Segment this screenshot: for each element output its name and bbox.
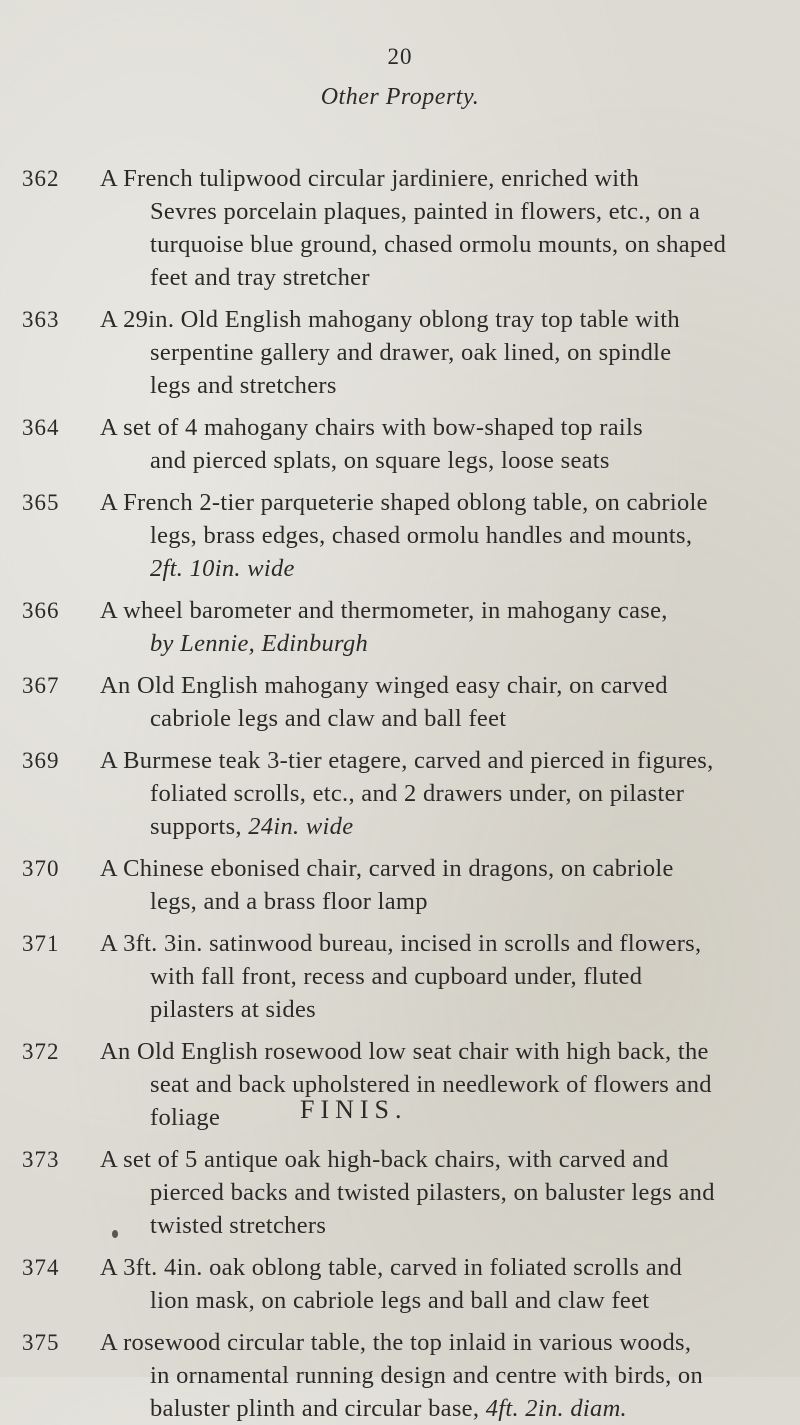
lot-description-line: An Old English rosewood low seat chair with high back, the (100, 1038, 709, 1065)
lot-description-line: A wheel barometer and thermometer, in mahogany case, (100, 597, 668, 624)
lot-number: 366 (22, 598, 60, 623)
lot-description-line: and pierced splats, on square legs, loose seats (150, 447, 610, 474)
lot-number: 372 (22, 1039, 60, 1064)
running-head: Other Property. (320, 84, 480, 110)
lot-description-line: A French tulipwood circular jardiniere, enriched with (100, 165, 640, 192)
lot-description-line: An Old English mahogany winged easy chair, on carved (100, 672, 668, 699)
lot-description-line: foliage (150, 1104, 221, 1131)
lot-description (100, 1035, 786, 1134)
lot-description-line: with fall front, recess and cupboard under, fluted (150, 963, 643, 990)
lot-number: 374 (22, 1255, 60, 1280)
lot-description (100, 303, 786, 402)
lot-description (100, 1326, 786, 1425)
lot-description-line: supports, 24in. wide (150, 813, 354, 840)
lot-number: 375 (22, 1330, 60, 1355)
lot-number: 365 (22, 490, 60, 515)
lot-number: 370 (22, 856, 60, 881)
lot-description-line: legs and stretchers (150, 372, 337, 399)
lot-description-line: Sevres porcelain plaques, painted in flowers, etc., on a (150, 198, 701, 225)
lot-description (100, 594, 786, 660)
lot-number: 367 (22, 673, 60, 698)
lot-description (100, 852, 786, 918)
lot-description-line (100, 627, 786, 660)
lot-description (100, 162, 786, 294)
lot-description-line: A set of 5 antique oak high-back chairs, with carved and (100, 1146, 669, 1173)
italic-phrase: 24in. wide (248, 813, 354, 840)
lot-number: 364 (22, 415, 60, 440)
lot-description-line: foliated scrolls, etc., and 2 drawers under, on pilaster (150, 780, 685, 807)
italic-phrase: 4ft. 2in. diam. (485, 1395, 627, 1422)
lot-description-line: A 3ft. 3in. satinwood bureau, incised in scrolls and flowers, (100, 930, 702, 957)
lot-description (100, 411, 786, 477)
lot-description (100, 1251, 786, 1317)
lot-description (100, 486, 786, 585)
lot-description (100, 744, 786, 843)
lot-description-line: lion mask, on cabriole legs and ball and claw feet (150, 1287, 650, 1314)
italic-phrase: by Lennie, Edinburgh (150, 630, 369, 657)
lot-description-line: A 3ft. 4in. oak oblong table, carved in foliated scrolls and (100, 1254, 683, 1281)
page-number: 20 (387, 44, 413, 69)
finis-heading: FINIS. (300, 1095, 408, 1124)
lot-description-line: A Chinese ebonised chair, carved in dragons, on cabriole (100, 855, 674, 882)
lot-number: 373 (22, 1147, 60, 1172)
lot-description (100, 927, 786, 1026)
lot-number: 363 (22, 307, 60, 332)
lot-description-line: pilasters at sides (150, 996, 316, 1023)
lot-description-line: turquoise blue ground, chased ormolu mounts, on shaped (150, 231, 727, 258)
lot-description-line: twisted stretchers (150, 1212, 327, 1239)
lot-description-line: feet and tray stretcher (150, 264, 370, 291)
lot-description-line: pierced backs and twisted pilasters, on baluster legs and (150, 1179, 715, 1206)
lot-description-line: legs, and a brass floor lamp (150, 888, 428, 915)
lot-description (100, 669, 786, 735)
paper-speck (112, 1230, 118, 1238)
lot-description-line: seat and back upholstered in needlework of flowers and (150, 1071, 712, 1098)
lot-description (100, 1143, 786, 1242)
lot-description-line: cabriole legs and claw and ball feet (150, 705, 507, 732)
lot-description-line: serpentine gallery and drawer, oak lined, on spindle (150, 339, 672, 366)
lot-description-line: A Burmese teak 3-tier etagere, carved and pierced in figures, (100, 747, 714, 774)
lot-description-line: A French 2-tier parqueterie shaped oblong table, on cabriole (100, 489, 708, 516)
lot-description-line: baluster plinth and circular base, 4ft. 2in. diam. (150, 1395, 627, 1422)
lot-description-line: A set of 4 mahogany chairs with bow-shaped top rails (100, 414, 643, 441)
lot-number: 371 (22, 931, 60, 956)
lot-description-line: in ornamental running design and centre with birds, on (150, 1362, 704, 1389)
lot-number: 369 (22, 748, 60, 773)
italic-phrase: 2ft. 10in. wide (150, 555, 295, 582)
lot-description-line (100, 552, 786, 585)
lot-description-line: legs, brass edges, chased ormolu handles and mounts, (150, 522, 693, 549)
lot-description-line: A 29in. Old English mahogany oblong tray top table with (100, 306, 680, 333)
lot-description-line: A rosewood circular table, the top inlaid in various woods, (100, 1329, 692, 1356)
lot-number: 362 (22, 166, 60, 191)
